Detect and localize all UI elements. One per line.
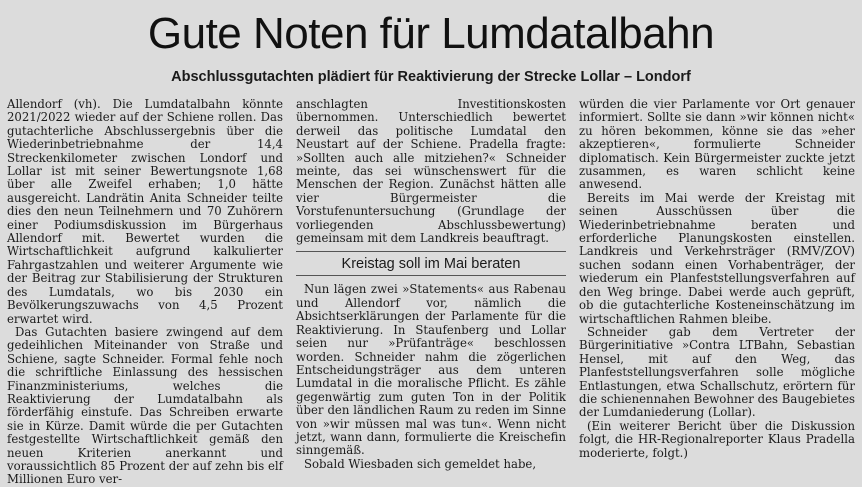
- intertitle-box: Kreistag soll im Mai beraten: [296, 251, 566, 276]
- article-column-3: [579, 98, 855, 460]
- paragraph: Sobald Wiesbaden sich gemeldet habe,: [304, 456, 537, 471]
- article-column-2: [296, 98, 566, 471]
- paragraph: (Ein weiterer Bericht über die Diskussion folgt, die HR-Regionalreporter Klaus Pradella moderierte, folgt.): [579, 418, 855, 460]
- article-column-1: [7, 98, 283, 487]
- paragraph: Das Gutachten basiere zwingend auf dem gedeihlichen Miteinander von Straße und Schiene, sagte Schneider. Formal fehle noch die schriftliche Einlassung des hessischen Finanzministeriums, welches die Reaktivierung der Lumdatalbahn als förderfähig einstufe. Das Schreiben erwarte sie in Kürze. Damit würde die per Gutachten festgestellte Wirtschaftlichkeit gemäß den neuen Kriterien anerkannt und voraussichtlich 85 Prozent der auf zehn bis elf Millionen Euro ver-: [7, 324, 283, 487]
- paragraph: anschlagten Investitionskosten übernommen. Unterschiedlich bewertet derweil das politische Lumdatal den Neustart auf der Schiene. Pradella fragte: »Sollten auch alle mitziehen?« Schneider meinte, das sei wünschenswert für die Menschen der Region. Zunächst hätten alle vier Bürgermeister die Vorstufenuntersuchung (Grundlage der vorliegenden Abschlussbewertung) gemeinsam mit dem Landkreis beauftragt.: [296, 97, 566, 246]
- paragraph: Allendorf (vh). Die Lumdatalbahn könnte 2021/2022 wieder auf der Schiene rollen. Das gutachterliche Abschlussergebnis über die Wiederinbetriebnahme der 14,4 Streckenkilometer zwischen Londorf und Lollar ist mit seiner Bewertungsnote 1,68 über alle Zweifel erhaben; 1,0 hätte ausgereicht. Landrätin Anita Schneider teilte dies den neun Teilnehmern und 70 Zuhörern einer Podiumsdiskussion im Bürgerhaus Allendorf mit. Bewertet wurden die Wirtschaftlichkeit aufgrund kalkulierter Fahrgastzahlen und weiterer Argumente wie der Beitrag zur Stabilisierung der Strukturen des Lumdatals, wo bis 2030 ein Bevölkerungszuwachs von 4,5 Prozent erwartet wird.: [7, 97, 283, 326]
- paragraph: Nun lägen zwei »Statements« aus Rabenau und Allendorf vor, nämlich die Absichtserklärungen der Parlamente für die Reaktivierung. In Staufenberg und Lollar seien nur »Prüfanträge« beschlossen worden. Schneider nahm die zögerlichen Entscheidungsträger aus dem unteren Lumdatal in die moralische Pflicht. Es zähle gegenwärtig zum guten Ton in der Politik über den ländlichen Raum zu reden im Sinne von »wir müssen mal was tun«. Wenn nicht jetzt, wann dann, formulierte die Kreischefin sinngemäß.: [296, 282, 566, 458]
- paragraph: würden die vier Parlamente vor Ort genauer informiert. Sollte sie dann »wir können nicht« zu hören bekommen, könne sie das »eher akzeptieren«, formulierte Schneider diplomatisch. Kein Bürgermeister zuckte jetzt zusammen, es waren schlicht keine anwesend.: [579, 97, 855, 192]
- headline: Gute Noten für Lumdatalbahn: [147, 9, 715, 58]
- subheadline: Abschlussgutachten plädiert für Reaktivierung der Strecke Lollar – Londorf: [171, 69, 691, 85]
- paragraph: Bereits im Mai werde der Kreistag mit seinen Ausschüssen über die Wiederinbetriebnahme beraten und erforderliche Planungskosten einstellen. Landkreis und Verkehrsträger (RMV/ZOV) suchen sodann einen Vorhabenträger, der wiederum ein Planfeststellungsverfahren auf den Weg bringe. Dabei werde auch geprüft, ob die gutachterliche Kosteneinschätzung im wirtschaftlichen Rahmen bleibe.: [579, 190, 855, 326]
- paragraph: Schneider gab dem Vertreter der Bürgerinitiative »Contra LTBahn, Sebastian Hensel, mit auf den Weg, das Planfeststellungsverfahren solle mögliche Entlastungen, etwa Schallschutz, erörtern für die schienennahen Bewohner des Baugebietes der Lumdaniederung (Lollar).: [579, 324, 855, 420]
